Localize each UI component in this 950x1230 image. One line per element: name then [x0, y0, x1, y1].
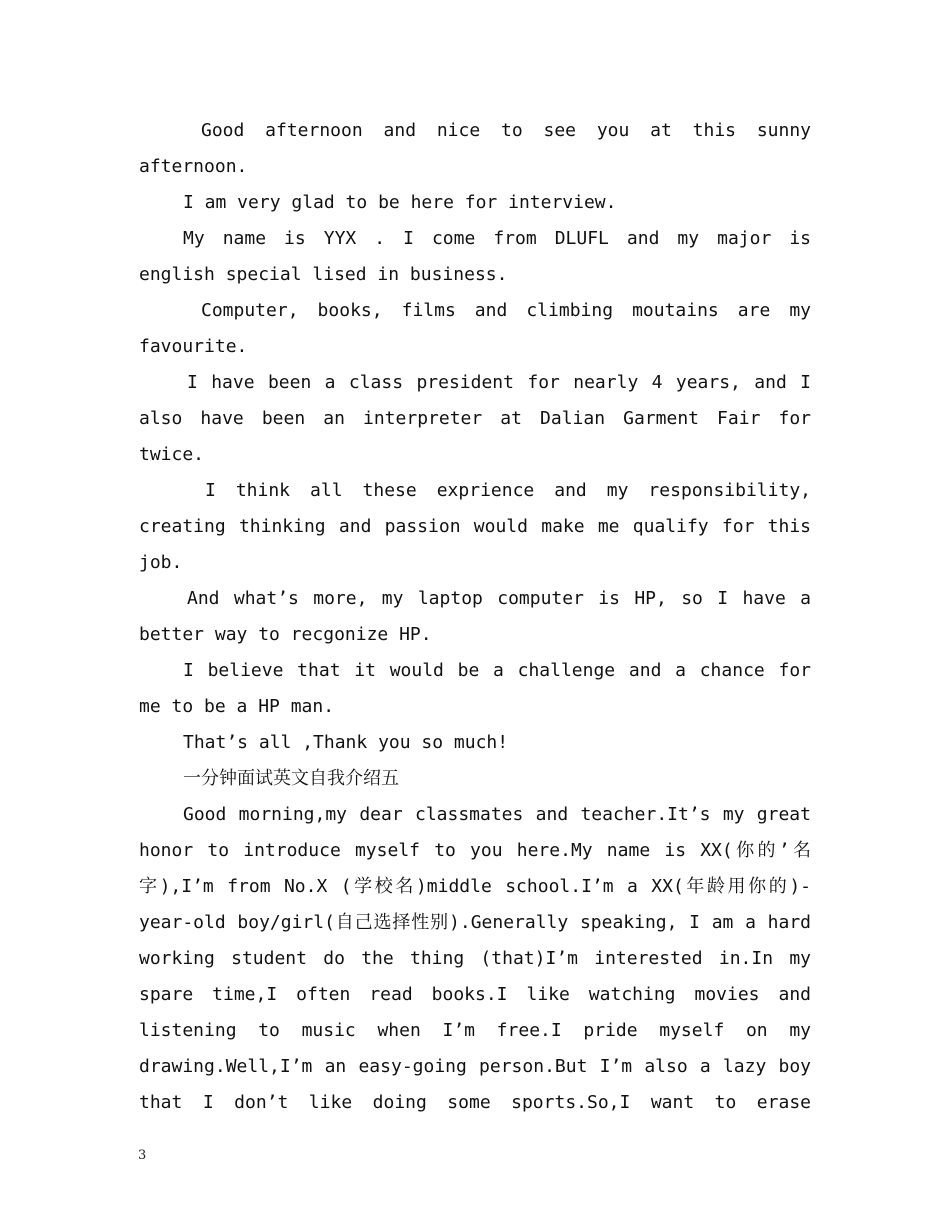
- paragraph-qualify: I think all these exprience and my responsibility, creating thinking and passion would make me qualify for this job.: [139, 480, 811, 573]
- paragraph-name: My name is YYX . I come from DLUFL and my major is english special lised in business.: [139, 228, 811, 285]
- page-number: 3: [138, 1148, 147, 1163]
- paragraph-challenge: I believe that it would be a challenge and a chance for me to be a HP man.: [139, 660, 811, 717]
- paragraph-hobbies: Computer, books, films and climbing moutains are my favourite.: [139, 300, 811, 357]
- section-heading: 一分钟面试英文自我介绍五: [183, 768, 399, 789]
- document-body: [139, 113, 811, 1121]
- paragraph-glad: I am very glad to be here for interview.: [183, 192, 617, 213]
- paragraph-experience: I have been a class president for nearly 4 years, and I also have been an interpreter at Dalian Garment Fair for twice.: [139, 372, 811, 465]
- paragraph-self-introduction: Good morning,my dear classmates and teacher.It’s my great honor to introduce myself to you here.My name is XX(你的’名字),I’m from No.X (学校名)middle school.I’m a XX(年龄用你的)-year-old boy/girl(自己选择性别).Generally speaking, I am a hard working student do the thing (that)I’m interested in.In my spare time,I often read books.I like watching movies and listening to music when I’m free.I pride myself on my drawing.Well,I’m an easy-going person.But I’m also a lazy boy that I don’t like doing some sports.So,I want to erase: [139, 804, 811, 1113]
- paragraph-greeting: Good afternoon and nice to see you at this sunny afternoon.: [139, 120, 811, 177]
- paragraph-thanks: That’s all ,Thank you so much!: [183, 732, 509, 753]
- paragraph-laptop: And what’s more, my laptop computer is HP, so I have a better way to recgonize HP.: [139, 588, 811, 645]
